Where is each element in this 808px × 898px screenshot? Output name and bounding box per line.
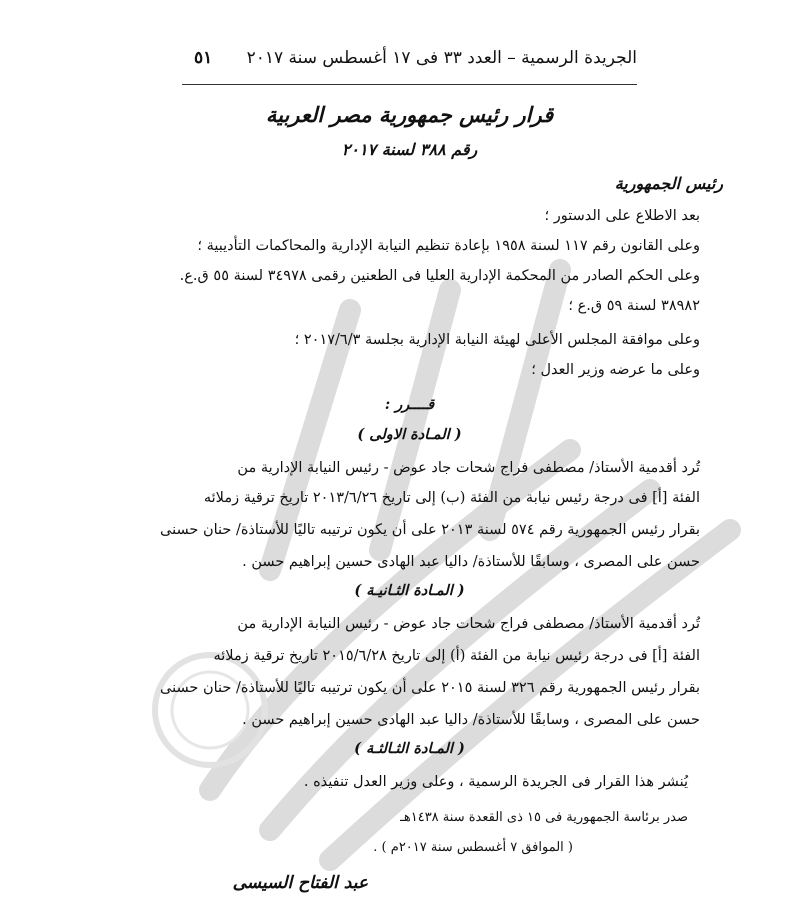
article-line: حسن على المصرى ، وسابقًا للأستاذة/ داليا عبد الهادى حسين إبراهيم حسن . [242, 712, 700, 728]
issued-date-gregorian: ( الموافق ٧ أغسطس سنة ٢٠١٧م ) . [373, 840, 573, 855]
preamble-line: وعلى الحكم الصادر من المحكمة الإدارية العليا فى الطعنين رقمى ٣٤٩٧٨ لسنة ٥٥ ق.ع. [179, 268, 700, 284]
article-heading: ( المـادة الثـانيـة ) [354, 582, 465, 599]
preamble-line: ٣٨٩٨٢ لسنة ٥٩ ق.ع ؛ [568, 298, 700, 314]
article-line: حسن على المصرى ، وسابقًا للأستاذة/ داليا عبد الهادى حسين إبراهيم حسن . [242, 554, 700, 570]
decided-heading: قــــرر : [384, 396, 435, 413]
issuer-heading: رئيس الجمهورية [614, 174, 723, 193]
preamble-line: وعلى موافقة المجلس الأعلى لهيئة النيابة الإدارية بجلسة ٢٠١٧/٦/٣ ؛ [294, 332, 700, 348]
article-line: يُنشر هذا القرار فى الجريدة الرسمية ، وعلى وزير العدل تنفيذه . [303, 774, 688, 790]
decree-title: قرار رئيس جمهورية مصر العربية [265, 102, 554, 127]
article-heading: ( المـادة الثـالثـة ) [354, 740, 465, 757]
article-line: بقرار رئيس الجمهورية رقم ٥٧٤ لسنة ٢٠١٣ على أن يكون ترتيبه تاليًا للأستاذة/ حنان حسنى [159, 522, 700, 538]
article-line: الفئة [أ] فى درجة رئيس نيابة من الفئة (ب) إلى تاريخ ٢٠١٣/٦/٢٦ تاريخ ترقية زملائه [203, 490, 700, 506]
page-number: ٥١ [194, 48, 213, 68]
preamble-line: وعلى القانون رقم ١١٧ لسنة ١٩٥٨ بإعادة تنظيم النيابة الإدارية والمحاكمات التأديبية ؛ [197, 238, 700, 254]
header-divider [182, 84, 637, 85]
article-line: تُرد أقدمية الأستاذ/ مصطفى فراج شحات جاد عوض - رئيس النيابة الإدارية من [237, 460, 700, 476]
article-line: بقرار رئيس الجمهورية رقم ٣٢٦ لسنة ٢٠١٥ على أن يكون ترتيبه تاليًا للأستاذة/ حنان حسنى [159, 680, 700, 696]
article-line: تُرد أقدمية الأستاذ/ مصطفى فراج شحات جاد عوض - رئيس النيابة الإدارية من [237, 616, 700, 632]
signature-name: عبد الفتاح السيسى [232, 873, 368, 893]
article-line: الفئة [أ] فى درجة رئيس نيابة من الفئة (أ) إلى تاريخ ٢٠١٥/٦/٢٨ تاريخ ترقية زملائه [213, 648, 700, 664]
decree-number: رقم ٣٨٨ لسنة ٢٠١٧ [341, 140, 478, 159]
journal-issue: الجريدة الرسمية – العدد ٣٣ فى ١٧ أغسطس سنة ٢٠١٧ [246, 48, 637, 68]
issued-date-hijri: صدر برئاسة الجمهورية فى ١٥ ذى القعدة سنة ١٤٣٨هـ [400, 810, 688, 825]
preamble-line: بعد الاطلاع على الدستور ؛ [544, 208, 700, 224]
preamble-line: وعلى ما عرضه وزير العدل ؛ [531, 362, 700, 378]
article-heading: ( المـادة الاولى ) [357, 426, 462, 443]
page-header [182, 48, 637, 74]
